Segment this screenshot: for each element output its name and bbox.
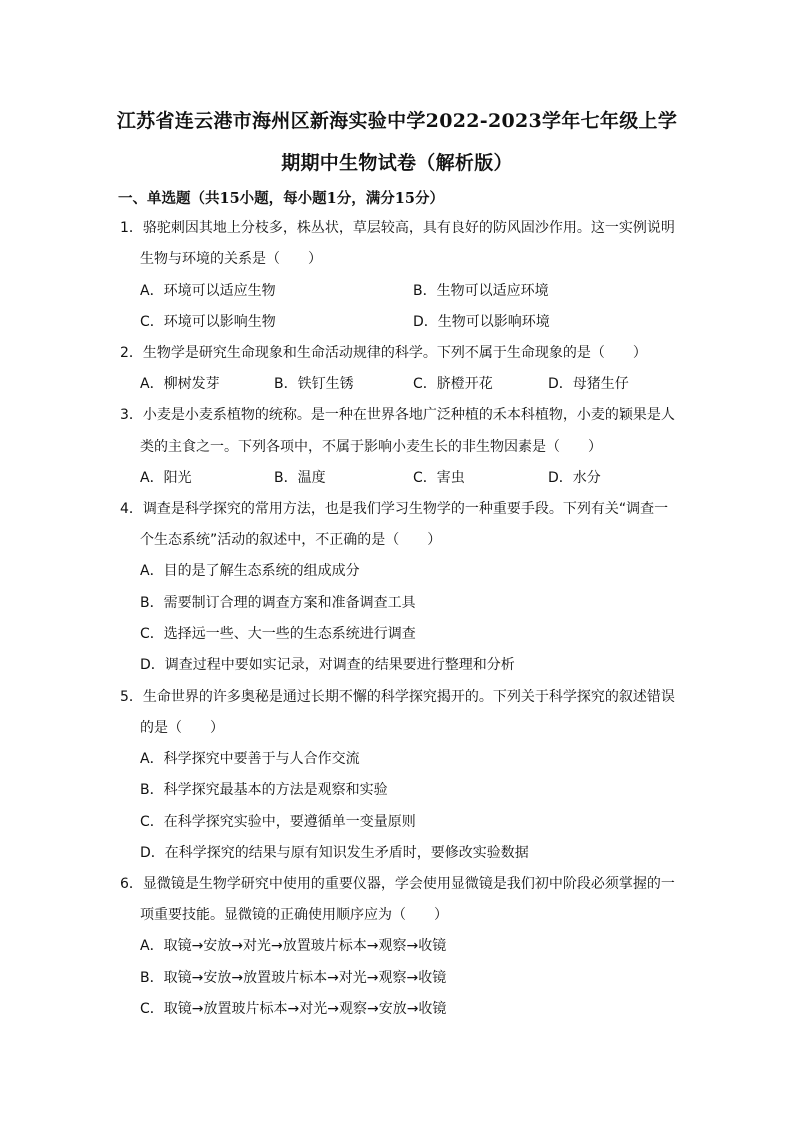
question-5-stem-line-2: 的是（ ） [140,720,224,736]
question-3-option-b: B．温度 [274,470,326,486]
question-5-stem-line-1: 5．生命世界的许多奥秘是通过长期不懈的科学探究揭开的。下列关于科学探究的叙述错误 [120,689,675,705]
question-5-option-a: A．科学探究中要善于与人合作交流 [140,751,360,767]
question-4-option-d: D．调查过程中要如实记录，对调查的结果要进行整理和分析 [140,657,515,673]
question-3-option-c: C．害虫 [413,470,465,486]
question-3-option-a: A．阳光 [140,470,192,486]
question-2-stem-line-1: 2．生物学是研究生命现象和生命活动规律的科学。下列不属于生命现象的是（ ） [120,345,647,361]
question-4-stem-line-1: 4．调查是科学探究的常用方法，也是我们学习生物学的一种重要手段。下列有关“调查一 [120,501,669,517]
question-3-stem-line-2: 类的主食之一。下列各项中，不属于影响小麦生长的非生物因素是（ ） [140,439,602,455]
section-heading: 一、单选题（共15小题，每小题1分，满分15分） [118,190,444,207]
question-2-option-a: A．柳树发芽 [140,376,220,392]
question-2-option-c: C．脐橙开花 [413,376,493,392]
question-1-option-a: A．环境可以适应生物 [140,283,276,299]
question-3-option-d: D．水分 [548,470,601,486]
question-5-option-b: B．科学探究最基本的方法是观察和实验 [140,782,388,798]
document-title-line-1: 江苏省连云港市海州区新海实验中学2022-2023学年七年级上学 [116,110,678,132]
question-4-stem-line-2: 个生态系统”活动的叙述中，不正确的是（ ） [140,532,442,548]
question-3-stem-line-1: 3．小麦是小麦系植物的统称。是一种在世界各地广泛种植的禾本科植物，小麦的颖果是人 [120,407,675,423]
question-6-stem-line-2: 项重要技能。显微镜的正确使用顺序应为（ ） [140,907,448,923]
question-1-stem-line-1: 1．骆驼刺因其地上分枝多，株丛状，草层较高，具有良好的防风固沙作用。这一实例说明 [120,220,675,236]
question-2-option-d: D．母猪生仔 [548,376,629,392]
question-4-option-c: C．选择远一些、大一些的生态系统进行调查 [140,626,416,642]
question-6-option-a: A．取镜→安放→对光→放置玻片标本→观察→收镜 [140,938,447,954]
question-6-option-c: C．取镜→放置玻片标本→对光→观察→安放→收镜 [140,1001,447,1017]
question-1-option-d: D．生物可以影响环境 [413,314,550,330]
question-1-option-c: C．环境可以影响生物 [140,314,276,330]
question-4-option-a: A．目的是了解生态系统的组成成分 [140,563,360,579]
question-2-option-b: B．铁钉生锈 [274,376,354,392]
question-1-option-b: B．生物可以适应环境 [413,283,549,299]
question-5-option-d: D．在科学探究的结果与原有知识发生矛盾时，要修改实验数据 [140,845,529,861]
document-title-line-2: 期期中生物试卷（解析版） [281,152,513,174]
question-6-stem-line-1: 6．显微镜是生物学研究中使用的重要仪器，学会使用显微镜是我们初中阶段必须掌握的一 [120,876,675,892]
question-5-option-c: C．在科学探究实验中，要遵循单一变量原则 [140,814,416,830]
question-1-stem-line-2: 生物与环境的关系是（ ） [140,251,322,267]
question-6-option-b: B．取镜→安放→放置玻片标本→对光→观察→收镜 [140,970,447,986]
question-4-option-b: B．需要制订合理的调查方案和准备调查工具 [140,595,416,611]
